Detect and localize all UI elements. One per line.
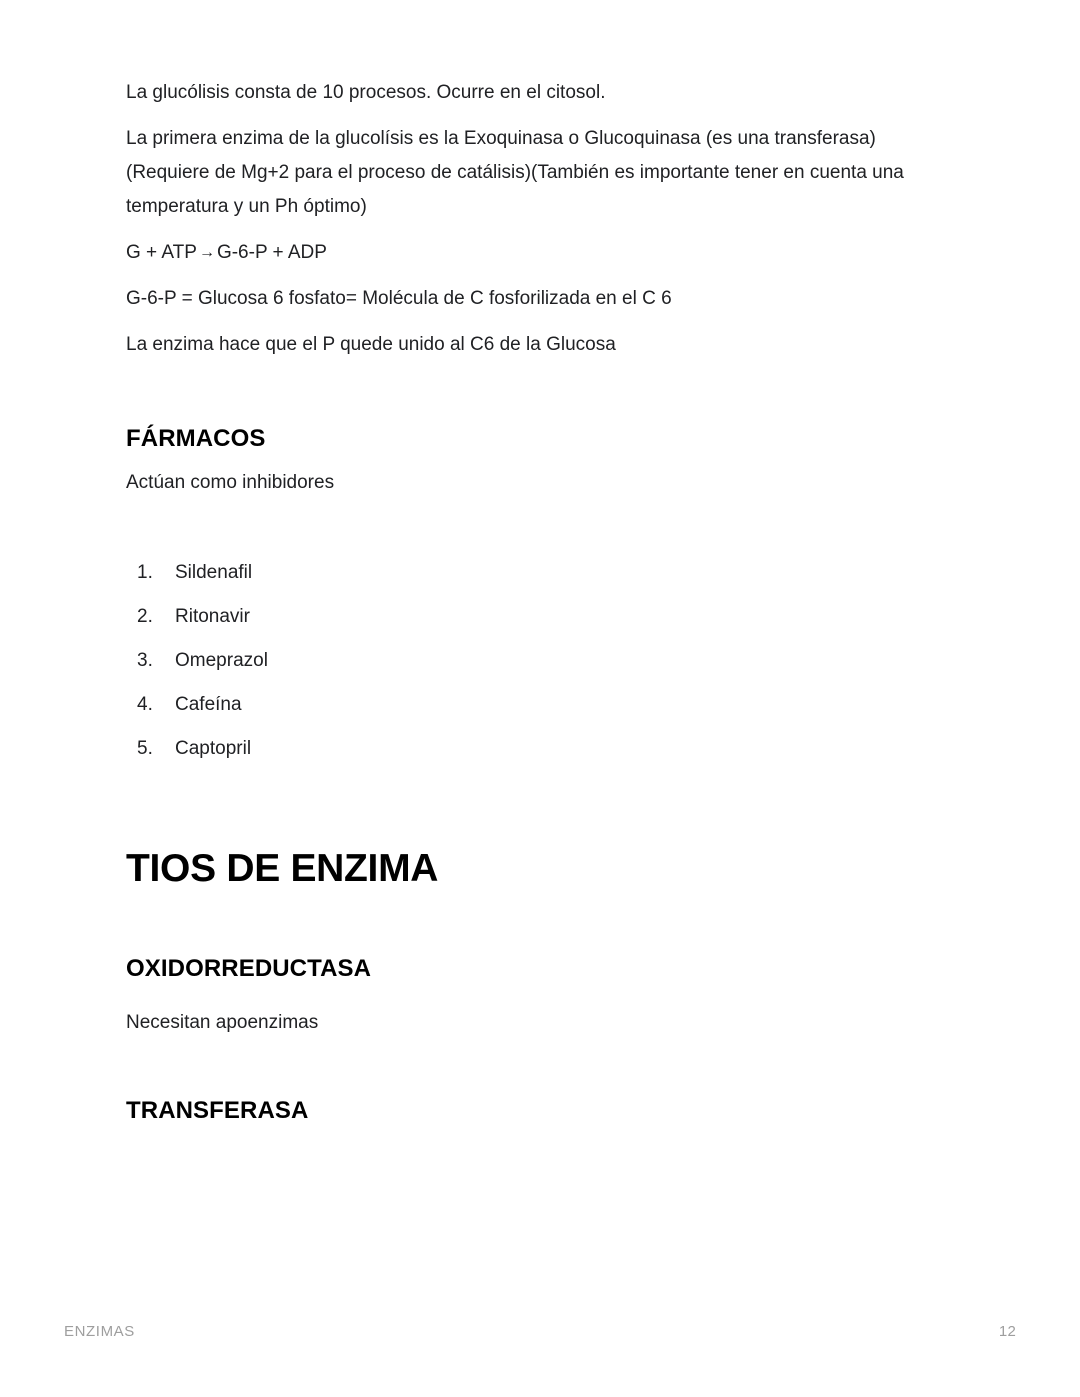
enzyme-types-heading: TIOS DE ENZIMA: [126, 847, 439, 890]
paragraph-spacer: [126, 316, 920, 328]
list-item: Ritonavir: [175, 606, 250, 627]
list-item: Captopril: [175, 738, 252, 759]
transferasa-heading: TRANSFERASA: [126, 1097, 309, 1124]
enzyme-note-line: La enzima hace que el P quede unido al C6 de la Glucosa: [126, 334, 616, 355]
section-spacer: [126, 892, 920, 954]
list-item: Omeprazol: [175, 650, 268, 671]
footer-page-number: 12: [998, 1322, 1016, 1340]
heading-spacer: [126, 984, 920, 1006]
heading-spacer: [126, 454, 920, 466]
drug-list: [126, 556, 920, 766]
farmacos-heading: FÁRMACOS: [126, 425, 266, 452]
footer-document-title: ENZIMAS: [64, 1322, 135, 1340]
page-content: [126, 0, 920, 1126]
paragraph-spacer: [126, 270, 920, 282]
intro-paragraph-2: La primera enzima de la glucolísis es la Exoquinasa o Glucoquinasa (es una transferasa) (Requiere de Mg+2 para el proceso de catálisis)(También es importante tener en cuenta una temperatura y un Ph óptimo): [126, 128, 904, 217]
paragraph-spacer: [126, 224, 920, 236]
paragraph-spacer: [126, 110, 920, 122]
section-spacer: [126, 362, 920, 424]
equation-line: [126, 236, 920, 270]
oxidorreductasa-heading: OXIDORREDUCTASA: [126, 955, 372, 982]
section-spacer: [126, 776, 920, 846]
farmacos-description: Actúan como inhibidores: [126, 472, 335, 493]
page-footer: [64, 1318, 1016, 1344]
equation-left: G + ATP: [126, 242, 197, 263]
oxidorreductasa-text: Necesitan apoenzimas: [126, 1012, 319, 1033]
top-spacer: [126, 0, 920, 76]
list-spacer: [126, 500, 920, 556]
equation-right: G-6-P + ADP: [216, 242, 327, 263]
intro-paragraph-1: La glucólisis consta de 10 procesos. Ocurre en el citosol.: [126, 82, 606, 103]
section-spacer: [126, 1040, 920, 1096]
definition-line: G-6-P = Glucosa 6 fosfato= Molécula de C fosforilizada en el C 6: [126, 288, 672, 309]
list-item: Sildenafil: [175, 562, 253, 583]
list-item: Cafeína: [175, 694, 242, 715]
right-arrow-icon: →: [198, 244, 215, 261]
